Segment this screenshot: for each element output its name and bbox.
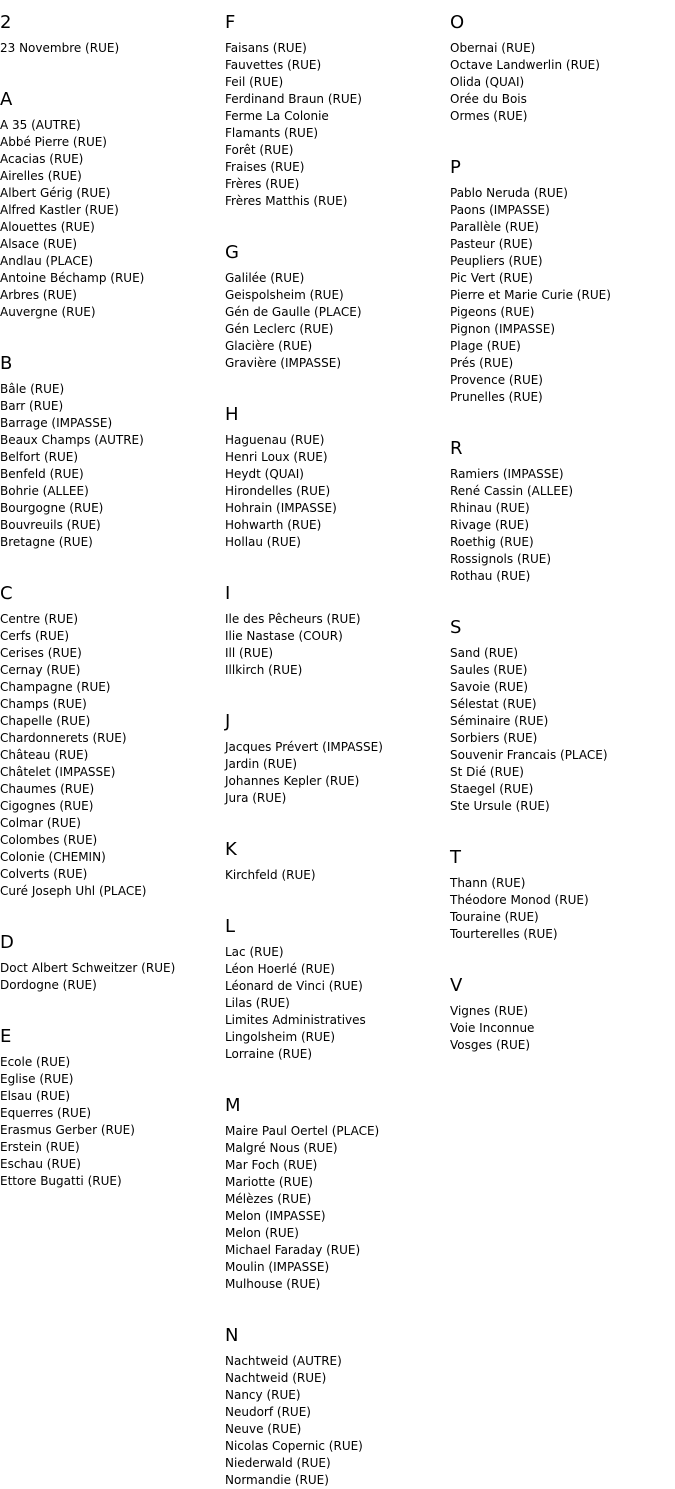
- section-letter: R: [450, 438, 463, 459]
- street-link[interactable]: Cernay (RUE): [0, 663, 81, 677]
- street-link[interactable]: Limites Administratives: [225, 1013, 366, 1027]
- street-link[interactable]: Lorraine (RUE): [225, 1047, 313, 1061]
- street-link[interactable]: Frères Matthis (RUE): [225, 194, 348, 208]
- street-link[interactable]: Hollau (RUE): [225, 535, 301, 549]
- street-link[interactable]: Frères (RUE): [225, 177, 300, 191]
- street-link[interactable]: Rhinau (RUE): [450, 501, 530, 515]
- street-link[interactable]: Curé Joseph Uhl (PLACE): [0, 884, 147, 898]
- street-link[interactable]: Colmar (RUE): [0, 816, 81, 830]
- section-letter: F: [225, 12, 236, 33]
- street-link[interactable]: St Dié (RUE): [450, 765, 524, 779]
- street-link[interactable]: Forêt (RUE): [225, 143, 294, 157]
- street-link[interactable]: Lilas (RUE): [225, 996, 290, 1010]
- street-link[interactable]: Lac (RUE): [225, 945, 284, 959]
- street-link[interactable]: Paons (IMPASSE): [450, 203, 550, 217]
- street-link[interactable]: Ilie Nastase (COUR): [225, 629, 343, 643]
- street-link[interactable]: Gravière (IMPASSE): [225, 356, 342, 370]
- section-letter: M: [225, 1095, 241, 1116]
- street-link[interactable]: Niederwald (RUE): [225, 1456, 331, 1470]
- section-letter: V: [450, 975, 463, 996]
- street-link[interactable]: Flamants (RUE): [225, 126, 319, 140]
- street-link[interactable]: Cigognes (RUE): [0, 799, 94, 813]
- section-letter: S: [450, 617, 462, 638]
- street-link[interactable]: Mulhouse (RUE): [225, 1277, 321, 1291]
- street-link[interactable]: Eschau (RUE): [0, 1157, 81, 1171]
- street-link[interactable]: Pasteur (RUE): [450, 237, 533, 251]
- street-link[interactable]: Auvergne (RUE): [0, 305, 96, 319]
- street-link[interactable]: Malgré Nous (RUE): [225, 1141, 338, 1155]
- street-link[interactable]: Haguenau (RUE): [225, 433, 325, 447]
- section-letter: C: [0, 583, 13, 604]
- section-letter: G: [225, 242, 239, 263]
- street-link[interactable]: Peupliers (RUE): [450, 254, 543, 268]
- street-link[interactable]: Fraises (RUE): [225, 160, 305, 174]
- section-letter: O: [450, 12, 465, 33]
- street-link[interactable]: Provence (RUE): [450, 373, 543, 387]
- street-link[interactable]: Bourgogne (RUE): [0, 501, 104, 515]
- street-link[interactable]: Tourterelles (RUE): [450, 927, 558, 941]
- street-link[interactable]: Equerres (RUE): [0, 1106, 92, 1120]
- street-link[interactable]: Geispolsheim (RUE): [225, 288, 344, 302]
- street-link[interactable]: Ste Ursule (RUE): [450, 799, 550, 813]
- street-link[interactable]: Andlau (PLACE): [0, 254, 94, 268]
- street-link[interactable]: Jura (RUE): [225, 791, 287, 805]
- street-link[interactable]: Parallèle (RUE): [450, 220, 539, 234]
- street-link[interactable]: Pignon (IMPASSE): [450, 322, 556, 336]
- street-link[interactable]: Champagne (RUE): [0, 680, 111, 694]
- street-link[interactable]: Prés (RUE): [450, 356, 514, 370]
- street-link[interactable]: Bretagne (RUE): [0, 535, 93, 549]
- street-link[interactable]: Colonie (CHEMIN): [0, 850, 106, 864]
- street-link[interactable]: Airelles (RUE): [0, 169, 82, 183]
- street-link[interactable]: Rivage (RUE): [450, 518, 530, 532]
- street-link[interactable]: Arbres (RUE): [0, 288, 77, 302]
- street-link[interactable]: Maire Paul Oertel (PLACE): [225, 1124, 380, 1138]
- street-link[interactable]: Neuve (RUE): [225, 1422, 302, 1436]
- street-link[interactable]: Illkirch (RUE): [225, 663, 303, 677]
- street-link[interactable]: Galilée (RUE): [225, 271, 305, 285]
- street-link[interactable]: Cerfs (RUE): [0, 629, 70, 643]
- street-link[interactable]: Séminaire (RUE): [450, 714, 549, 728]
- street-link[interactable]: Mélèzes (RUE): [225, 1192, 312, 1206]
- section-letter: K: [225, 839, 237, 860]
- street-link[interactable]: Dordogne (RUE): [0, 978, 97, 992]
- street-link[interactable]: Moulin (IMPASSE): [225, 1260, 330, 1274]
- street-link[interactable]: Glacière (RUE): [225, 339, 313, 353]
- street-link[interactable]: Michael Faraday (RUE): [225, 1243, 361, 1257]
- street-link[interactable]: Rothau (RUE): [450, 569, 531, 583]
- street-link[interactable]: Hohwarth (RUE): [225, 518, 322, 532]
- street-link[interactable]: Colombes (RUE): [0, 833, 98, 847]
- street-link[interactable]: Melon (IMPASSE): [225, 1209, 326, 1223]
- street-link[interactable]: Nicolas Copernic (RUE): [225, 1439, 363, 1453]
- section-letter: P: [450, 157, 461, 178]
- street-link[interactable]: Sélestat (RUE): [450, 697, 537, 711]
- street-link[interactable]: Ill (RUE): [225, 646, 274, 660]
- street-link[interactable]: Erstein (RUE): [0, 1140, 80, 1154]
- street-link[interactable]: Saules (RUE): [450, 663, 528, 677]
- street-link[interactable]: A 35 (AUTRE): [0, 118, 81, 132]
- street-link[interactable]: Ile des Pêcheurs (RUE): [225, 612, 361, 626]
- street-link[interactable]: Olida (QUAI): [450, 75, 525, 89]
- street-link[interactable]: Chaumes (RUE): [0, 782, 95, 796]
- street-link[interactable]: Chapelle (RUE): [0, 714, 91, 728]
- section-letter: A: [0, 89, 13, 110]
- street-link[interactable]: Ormes (RUE): [450, 109, 528, 123]
- street-link[interactable]: Théodore Monod (RUE): [450, 893, 589, 907]
- street-link[interactable]: 23 Novembre (RUE): [0, 41, 120, 55]
- section-letter: H: [225, 404, 239, 425]
- street-link[interactable]: Vignes (RUE): [450, 1004, 529, 1018]
- street-link[interactable]: Chardonnerets (RUE): [0, 731, 127, 745]
- street-link[interactable]: Benfeld (RUE): [0, 467, 84, 481]
- street-link[interactable]: Souvenir Francais (PLACE): [450, 748, 608, 762]
- street-link[interactable]: Kirchfeld (RUE): [225, 868, 316, 882]
- street-link[interactable]: Elsau (RUE): [0, 1089, 71, 1103]
- street-link[interactable]: Plage (RUE): [450, 339, 521, 353]
- section-letter: B: [0, 353, 13, 374]
- street-link[interactable]: Octave Landwerlin (RUE): [450, 58, 600, 72]
- street-link[interactable]: Sorbiers (RUE): [450, 731, 538, 745]
- street-link[interactable]: Albert Gérig (RUE): [0, 186, 111, 200]
- street-link[interactable]: Acacias (RUE): [0, 152, 84, 166]
- street-link[interactable]: Ramiers (IMPASSE): [450, 467, 564, 481]
- street-link[interactable]: Neudorf (RUE): [225, 1405, 311, 1419]
- street-link[interactable]: Alfred Kastler (RUE): [0, 203, 119, 217]
- street-link[interactable]: Gén Leclerc (RUE): [225, 322, 334, 336]
- street-link[interactable]: Melon (RUE): [225, 1226, 299, 1240]
- street-link[interactable]: Beaux Champs (AUTRE): [0, 433, 144, 447]
- street-link[interactable]: Bohrie (ALLEE): [0, 484, 89, 498]
- street-link[interactable]: Belfort (RUE): [0, 450, 79, 464]
- street-link[interactable]: Sand (RUE): [450, 646, 519, 660]
- street-link[interactable]: Voie Inconnue: [450, 1021, 535, 1035]
- street-link[interactable]: Fauvettes (RUE): [225, 58, 322, 72]
- street-link[interactable]: Nachtweid (AUTRE): [225, 1354, 342, 1368]
- street-link[interactable]: Champs (RUE): [0, 697, 87, 711]
- street-link[interactable]: Cerises (RUE): [0, 646, 82, 660]
- street-link[interactable]: Feil (RUE): [225, 75, 284, 89]
- street-link[interactable]: Centre (RUE): [0, 612, 79, 626]
- street-link[interactable]: Mar Foch (RUE): [225, 1158, 318, 1172]
- street-link[interactable]: Normandie (RUE): [225, 1473, 329, 1487]
- street-link[interactable]: Barrage (IMPASSE): [0, 416, 113, 430]
- street-link[interactable]: Roethig (RUE): [450, 535, 534, 549]
- street-link[interactable]: Léonard de Vinci (RUE): [225, 979, 363, 993]
- street-link[interactable]: Vosges (RUE): [450, 1038, 531, 1052]
- section-letter: E: [0, 1026, 12, 1047]
- street-link[interactable]: Erasmus Gerber (RUE): [0, 1123, 135, 1137]
- section-letter: N: [225, 1325, 239, 1346]
- street-link[interactable]: Johannes Kepler (RUE): [225, 774, 360, 788]
- street-link[interactable]: Gén de Gaulle (PLACE): [225, 305, 362, 319]
- street-link[interactable]: Henri Loux (RUE): [225, 450, 328, 464]
- street-link[interactable]: Bouvreuils (RUE): [0, 518, 101, 532]
- street-link[interactable]: Pic Vert (RUE): [450, 271, 533, 285]
- street-link[interactable]: Lingolsheim (RUE): [225, 1030, 336, 1044]
- street-link[interactable]: Pigeons (RUE): [450, 305, 535, 319]
- street-link[interactable]: Bâle (RUE): [0, 382, 65, 396]
- street-link[interactable]: Jacques Prévert (IMPASSE): [225, 740, 383, 754]
- street-link[interactable]: Alouettes (RUE): [0, 220, 95, 234]
- street-link[interactable]: Savoie (RUE): [450, 680, 529, 694]
- street-link[interactable]: Eglise (RUE): [0, 1072, 74, 1086]
- street-link[interactable]: Ettore Bugatti (RUE): [0, 1174, 122, 1188]
- street-link[interactable]: Nachtweid (RUE): [225, 1371, 327, 1385]
- street-link[interactable]: Alsace (RUE): [0, 237, 78, 251]
- street-link[interactable]: Doct Albert Schweitzer (RUE): [0, 961, 176, 975]
- street-link[interactable]: Faisans (RUE): [225, 41, 307, 55]
- street-link[interactable]: Ferme La Colonie: [225, 109, 329, 123]
- section-letter: 2: [0, 12, 12, 33]
- street-link[interactable]: Château (RUE): [0, 748, 89, 762]
- street-link[interactable]: Orée du Bois: [450, 92, 527, 106]
- street-link[interactable]: Antoine Béchamp (RUE): [0, 271, 145, 285]
- street-link[interactable]: Châtelet (IMPASSE): [0, 765, 116, 779]
- street-link[interactable]: Pierre et Marie Curie (RUE): [450, 288, 611, 302]
- section-letter: I: [225, 583, 231, 604]
- street-link[interactable]: Rossignols (RUE): [450, 552, 552, 566]
- street-link[interactable]: Colverts (RUE): [0, 867, 88, 881]
- street-link[interactable]: Staegel (RUE): [450, 782, 534, 796]
- street-link[interactable]: Prunelles (RUE): [450, 390, 543, 404]
- section-letter: L: [225, 916, 236, 937]
- street-link[interactable]: Heydt (QUAI): [225, 467, 304, 481]
- street-link[interactable]: Hohrain (IMPASSE): [225, 501, 337, 515]
- street-link[interactable]: Abbé Pierre (RUE): [0, 135, 107, 149]
- street-link[interactable]: Mariotte (RUE): [225, 1175, 313, 1189]
- street-link[interactable]: Pablo Neruda (RUE): [450, 186, 568, 200]
- street-link[interactable]: Obernai (RUE): [450, 41, 536, 55]
- street-link[interactable]: Barr (RUE): [0, 399, 64, 413]
- street-link[interactable]: Thann (RUE): [450, 876, 526, 890]
- street-link[interactable]: Jardin (RUE): [225, 757, 298, 771]
- street-link[interactable]: Ferdinand Braun (RUE): [225, 92, 362, 106]
- street-link[interactable]: Touraine (RUE): [450, 910, 539, 924]
- street-link[interactable]: Hirondelles (RUE): [225, 484, 331, 498]
- street-link[interactable]: René Cassin (ALLEE): [450, 484, 574, 498]
- street-link[interactable]: Nancy (RUE): [225, 1388, 301, 1402]
- section-letter: J: [225, 711, 231, 732]
- section-letter: T: [450, 847, 461, 868]
- street-link[interactable]: Ecole (RUE): [0, 1055, 71, 1069]
- section-letter: D: [0, 932, 14, 953]
- street-link[interactable]: Léon Hoerlé (RUE): [225, 962, 335, 976]
